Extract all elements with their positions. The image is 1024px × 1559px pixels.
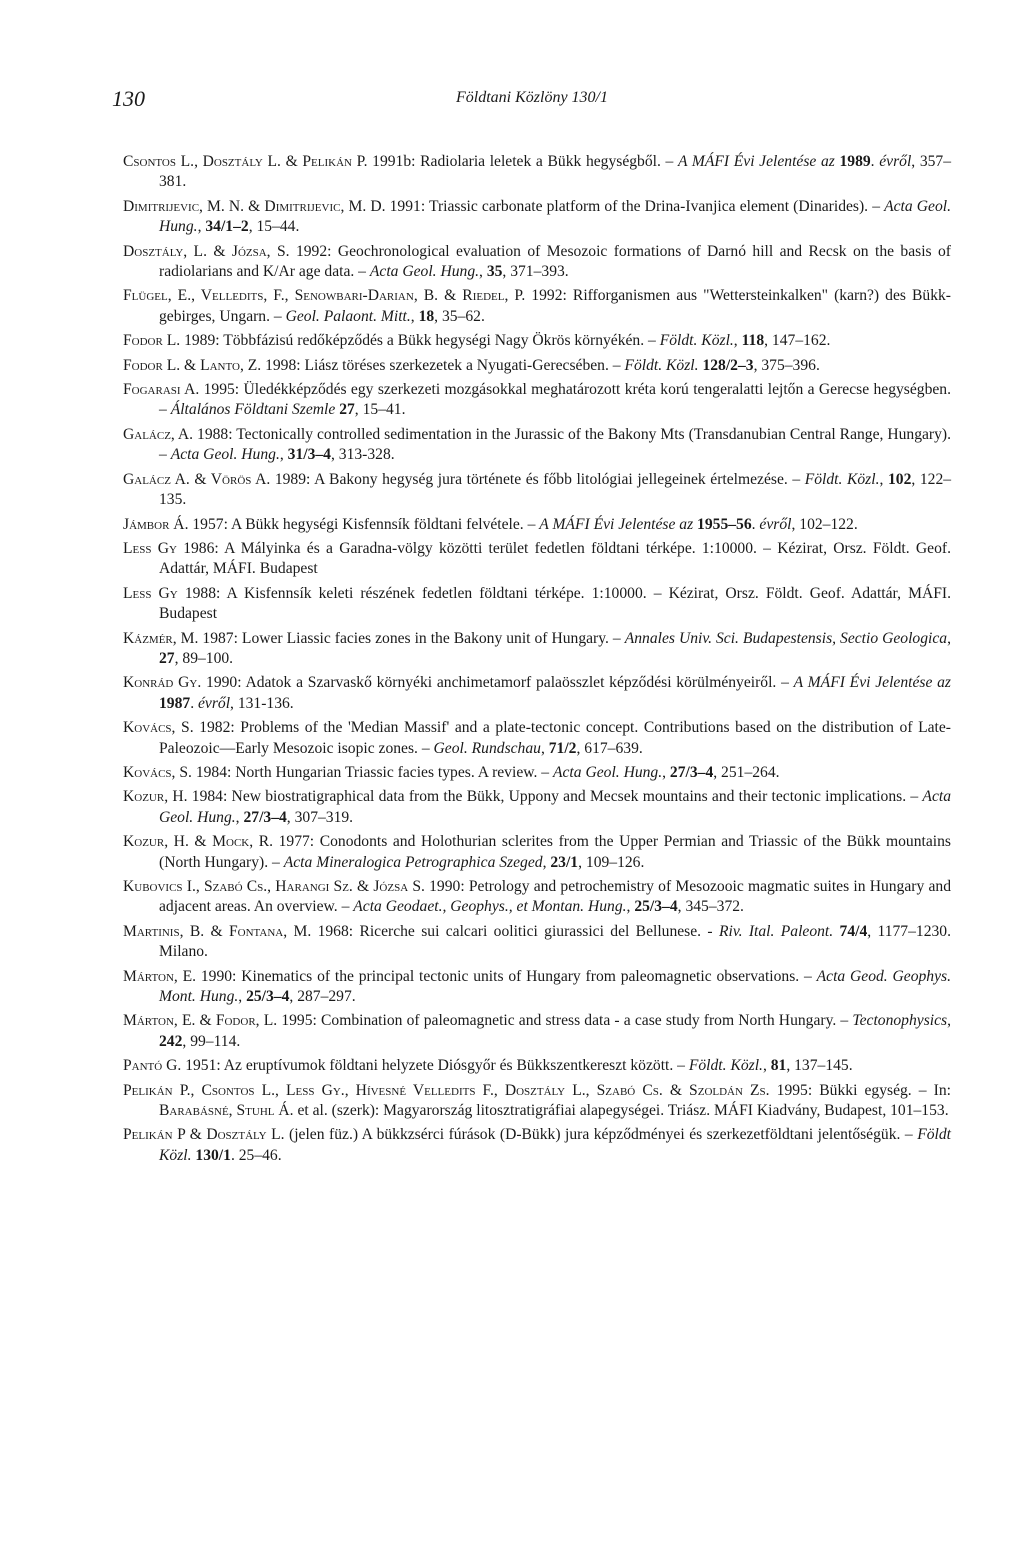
reference-text: 1990: Petrology and petrochemistry of Mesozooic magmatic suites in Hungary and adjacent areas. An overview. –	[159, 878, 951, 916]
reference-source: Tectonophysics	[852, 1012, 948, 1030]
reference-volume: 71/2	[548, 739, 577, 757]
reference-text: ,	[626, 898, 635, 916]
reference-text: ,	[542, 853, 551, 871]
reference-text: ,	[540, 739, 549, 757]
reference-source: Általános Földtani Szemle	[170, 401, 336, 419]
reference-text: .	[751, 515, 760, 533]
reference-text: , 35–62.	[434, 307, 485, 325]
reference-authors: Kozur, H.	[123, 788, 188, 806]
reference-volume: 81	[770, 1057, 787, 1075]
reference-text: , 109–126.	[578, 853, 645, 871]
reference-authors: Jámbor Á.	[123, 515, 189, 533]
reference-text: 1998: Liász töréses szerkezetek a Nyugati-Gerecsében. –	[261, 356, 625, 374]
reference-text: , 89–100.	[174, 649, 234, 667]
reference-text: 1991: Triassic carbonate platform of the Drina-Ivanjica element (Dinarides). –	[385, 197, 885, 215]
reference-text: , 313-328.	[330, 446, 395, 464]
reference-source: Acta Geol. Hung.	[170, 446, 280, 464]
reference-authors: Pelikán P., Csontos L., Less Gy., Hívesné Velledits F., Dosztály L., Szabó Cs. & Szoldán Zs.	[123, 1081, 770, 1099]
reference-entry	[123, 967, 951, 1008]
page-header	[112, 86, 952, 116]
reference-source: Acta Geol. Hung.	[369, 263, 480, 281]
reference-authors: Galácz, A.	[123, 425, 194, 443]
reference-authors: Márton, E.	[123, 967, 197, 985]
reference-entry	[123, 877, 951, 918]
reference-source: Acta Geol. Hung.	[159, 788, 951, 826]
reference-text: 1988: A Kisfennsík keleti részének fedetlen földtani térképe. 1:10000. – Kézirat, Orsz. Földt. Geof. Adattár, MÁFI. Budapest	[159, 584, 951, 623]
reference-text: , 147–162.	[764, 332, 831, 350]
reference-text: 1982: Problems of the 'Median Massif' and a plate-tectonic concept. Contributions based on the distribution of Late-Paleozoic—Early Mesozoic isopic zones. –	[159, 719, 951, 757]
reference-entry	[123, 286, 951, 327]
reference-authors: Less Gy	[123, 584, 178, 602]
reference-entry	[123, 515, 951, 535]
reference-authors: Fodor L. & Lanto, Z.	[123, 356, 262, 374]
reference-entry	[123, 922, 951, 963]
reference-text: .	[870, 153, 880, 170]
reference-source: A MÁFI Évi Jelentése az	[539, 515, 698, 533]
reference-text: , 102–122.	[791, 515, 858, 533]
reference-text: 1987: Lower Liassic facies zones in the Bakony unit of Hungary. –	[198, 629, 625, 647]
reference-source: Geol. Rundschau	[433, 739, 541, 757]
reference-text: , 15–44.	[248, 218, 300, 236]
reference-entry	[123, 197, 951, 238]
reference-authors: Csontos L., Dosztály L. & Pelikán P.	[123, 153, 368, 170]
reference-text: 1990: Kinematics of the principal tectonic units of Hungary from paleomagnetic observations. –	[196, 967, 817, 985]
reference-entry	[123, 763, 951, 783]
reference-text: ,	[947, 629, 951, 647]
reference-text: ,	[279, 446, 288, 464]
reference-authors: Fogarasi A.	[123, 381, 200, 399]
reference-source: Acta Geodaet., Geophys., et Montan. Hung.	[353, 898, 627, 916]
reference-text: , 371–393.	[502, 263, 569, 281]
reference-source: A MÁFI Évi Jelentése az	[793, 674, 951, 692]
reference-authors: Dosztály, L. & Józsa, S.	[123, 242, 290, 260]
reference-entry	[123, 470, 951, 511]
reference-text: , 122–135.	[159, 470, 952, 509]
reference-entry	[123, 584, 951, 625]
reference-volume: 128/2–3	[702, 356, 754, 374]
reference-text: , 15–41.	[354, 401, 406, 419]
reference-entry	[123, 1125, 951, 1166]
reference-authors: Kázmér, M.	[123, 629, 199, 647]
reference-volume: 18	[418, 307, 435, 325]
reference-entry	[123, 242, 951, 283]
reference-source: Földt Közl.	[159, 1126, 951, 1164]
reference-authors: Kubovics I., Szabó Cs., Harangi Sz. & Józsa S.	[123, 878, 425, 895]
reference-text: .	[190, 694, 198, 712]
reference-volume: 74/4	[839, 922, 868, 940]
reference-entry	[123, 539, 951, 580]
reference-text: (jelen füz.) A bükkzsérci fúrások (D-Bükk) jura képződményei és szerkezetföldtani jelentőségük. –	[284, 1126, 918, 1144]
reference-text: 1990: Adatok a Szarvaskő környéki anchimetamorf palaösszlet képződési körülményeiről. –	[201, 674, 794, 692]
reference-text: , 1177–1230. Milano.	[159, 922, 951, 961]
reference-text: , 131-136.	[230, 694, 294, 712]
reference-source: Földt. Közl.	[688, 1057, 763, 1075]
reference-text: 1989: Többfázisú redőképződés a Bükk hegységi Nagy Ökrös környékén. –	[180, 332, 660, 350]
reference-entry	[123, 629, 951, 670]
reference-authors: Pelikán P & Dosztály L.	[123, 1126, 285, 1144]
reference-volume: 35	[486, 263, 503, 281]
reference-text: 1991b: Radiolaria leletek a Bükk hegységből. –	[367, 153, 678, 170]
reference-source: Földt. Közl.	[659, 332, 734, 350]
reference-source: évről	[759, 515, 792, 533]
reference-volume: 118	[741, 332, 765, 350]
reference-text: ,	[410, 307, 419, 325]
reference-text: 1968: Ricerche sui calcari oolitici giurassici del Bellunese. -	[311, 922, 719, 940]
reference-volume: 27	[339, 401, 355, 419]
reference-volume: 25/3–4	[246, 988, 290, 1006]
reference-authors: Konrád Gy.	[123, 674, 202, 692]
reference-source: évről	[197, 694, 231, 712]
reference-volume: 130/1	[195, 1146, 231, 1164]
reference-text: ,	[662, 763, 670, 781]
reference-text: , 307–319.	[286, 808, 354, 826]
reference-volume: 1989	[839, 153, 871, 170]
reference-entry	[123, 673, 951, 714]
reference-text: , 99–114.	[182, 1032, 241, 1050]
reference-text: 1986: A Mályinka és a Garadna-völgy közötti terület fedetlen földtani térképe. 1:10000. – Kézirat, Orsz. Földt. Geof. Adattár, MÁFI. Budapest	[159, 539, 951, 578]
reference-source: évről	[879, 153, 912, 170]
reference-authors: Less Gy	[123, 539, 177, 557]
reference-entry	[123, 356, 951, 376]
reference-text: ,	[947, 1012, 951, 1030]
reference-source: Acta Mineralogica Petrographica Szeged	[283, 853, 543, 871]
reference-authors: Barabásné, Stuhl Á.	[159, 1102, 294, 1120]
reference-text: ,	[879, 470, 888, 488]
reference-authors: Fodor L.	[123, 332, 181, 350]
reference-authors: Martinis, B. & Fontana, M.	[123, 922, 312, 940]
reference-text: ,	[733, 332, 742, 350]
reference-volume: 1987	[159, 694, 191, 712]
reference-text: , 617–639.	[576, 739, 643, 757]
reference-text: ,	[479, 263, 487, 281]
reference-entry	[123, 1011, 951, 1052]
reference-authors: Kozur, H. & Mock, R.	[123, 833, 274, 851]
reference-text: ,	[197, 218, 206, 236]
reference-entry	[123, 152, 951, 193]
reference-source: Geol. Palaont. Mitt.	[285, 307, 411, 325]
reference-source: Acta Geol. Hung.	[159, 197, 952, 236]
reference-text: 1992: Geochronological evaluation of Mesozoic formations of Darnó hill and Recsk on the basis of radiolarians and K/Ar age data. –	[159, 242, 951, 281]
reference-entry	[123, 331, 951, 351]
reference-entry	[123, 718, 951, 759]
reference-text: ,	[762, 1057, 771, 1075]
reference-text: , 251–264.	[713, 763, 780, 781]
reference-volume: 27/3–4	[669, 763, 714, 781]
reference-authors: Kovács, S.	[123, 763, 192, 781]
reference-text: 1989: A Bakony hegység jura története és főbb litológiai jellegeinek értelmezése. –	[270, 470, 805, 488]
reference-entry	[123, 832, 951, 873]
reference-authors: Galácz A. & Vörös A.	[123, 470, 271, 488]
reference-entry	[123, 380, 951, 421]
reference-authors: Flügel, E., Velledits, F., Senowbari-Darian, B. & Riedel, P.	[123, 287, 526, 305]
reference-entry	[123, 425, 951, 466]
reference-list	[123, 152, 951, 1170]
reference-source: Acta Geol. Hung.	[552, 763, 663, 781]
reference-source: Riv. Ital. Paleont.	[718, 922, 834, 940]
reference-text: 1995: Üledékképződés egy szerkezeti mozgásokkal meghatározott kréta korú tengeralatti lejtőn a Gerecse hegységben. –	[159, 381, 952, 419]
page-number: 130	[112, 86, 145, 111]
reference-authors: Kovács, S.	[123, 719, 194, 737]
reference-entry	[123, 1056, 951, 1076]
reference-entry	[123, 1081, 951, 1122]
reference-source: Annales Univ. Sci. Budapestensis, Sectio Geologica	[624, 629, 948, 647]
reference-source: Földt. Közl.	[804, 470, 880, 488]
reference-volume: 242	[159, 1032, 183, 1050]
reference-text: . 25–46.	[230, 1146, 282, 1164]
reference-text: 1995: Combination of paleomagnetic and stress data - a case study from North Hungary. –	[277, 1012, 853, 1030]
reference-source: Acta Geod. Geophys. Mont. Hung.	[159, 967, 951, 1006]
reference-volume: 31/3–4	[287, 446, 331, 464]
reference-text: 1995: Bükki egység. – In:	[769, 1081, 951, 1099]
reference-text: , 375–396.	[753, 356, 820, 374]
reference-text: , 345–372.	[677, 898, 744, 916]
reference-volume: 27/3–4	[243, 808, 287, 826]
reference-volume: 23/1	[550, 853, 579, 871]
reference-text: , 137–145.	[786, 1057, 853, 1075]
reference-volume: 1955–56	[697, 515, 752, 533]
reference-authors: Márton, E. & Fodor, L.	[123, 1012, 278, 1030]
reference-text: 1984: North Hungarian Triassic facies types. A review. –	[191, 763, 553, 781]
reference-text: 1977: Conodonts and Holothurian sclerites from the Upper Permian and Triassic of the Bükk mountains (North Hungary). –	[159, 833, 951, 871]
reference-text: 1957: A Bükk hegységi Kisfennsík földtani felvétele. –	[188, 515, 540, 533]
reference-text: 1984: New biostratigraphical data from the Bükk, Uppony and Mecsek mountains and their tectonic implications. –	[187, 788, 923, 806]
reference-text: et al. (szerk): Magyarország litosztratigráfiai alapegységei. Triász. MÁFI Kiadvány, Budapest, 101–153.	[293, 1102, 949, 1120]
reference-authors: Pantó G.	[123, 1057, 182, 1075]
reference-volume: 102	[887, 470, 912, 488]
journal-title: Földtani Közlöny 130/1	[456, 89, 608, 106]
reference-source: Földt. Közl.	[624, 356, 699, 374]
reference-text: , 287–297.	[289, 988, 356, 1006]
reference-volume: 34/1–2	[205, 218, 249, 236]
reference-source: A MÁFI Évi Jelentése az	[677, 153, 840, 170]
reference-text: 1988: Tectonically controlled sedimentation in the Jurassic of the Bakony Mts (Transdanubian Central Range, Hungary). –	[159, 425, 951, 464]
reference-entry	[123, 787, 951, 828]
reference-authors: Dimitrijevic, M. N. & Dimitrijevic, M. D.	[123, 197, 386, 215]
reference-volume: 25/3–4	[634, 898, 678, 916]
reference-text: ,	[235, 808, 244, 826]
reference-text: , 357–381.	[159, 153, 952, 191]
reference-text: 1951: Az eruptívumok földtani helyzete Diósgyőr és Bükkszentkereszt között. –	[181, 1057, 689, 1075]
reference-volume: 27	[159, 649, 175, 667]
reference-text: 1992: Rifforganismen aus "Wettersteinkalken" (karn?) des Bükk-gebirges, Ungarn. –	[159, 287, 951, 325]
reference-text: ,	[238, 988, 247, 1006]
